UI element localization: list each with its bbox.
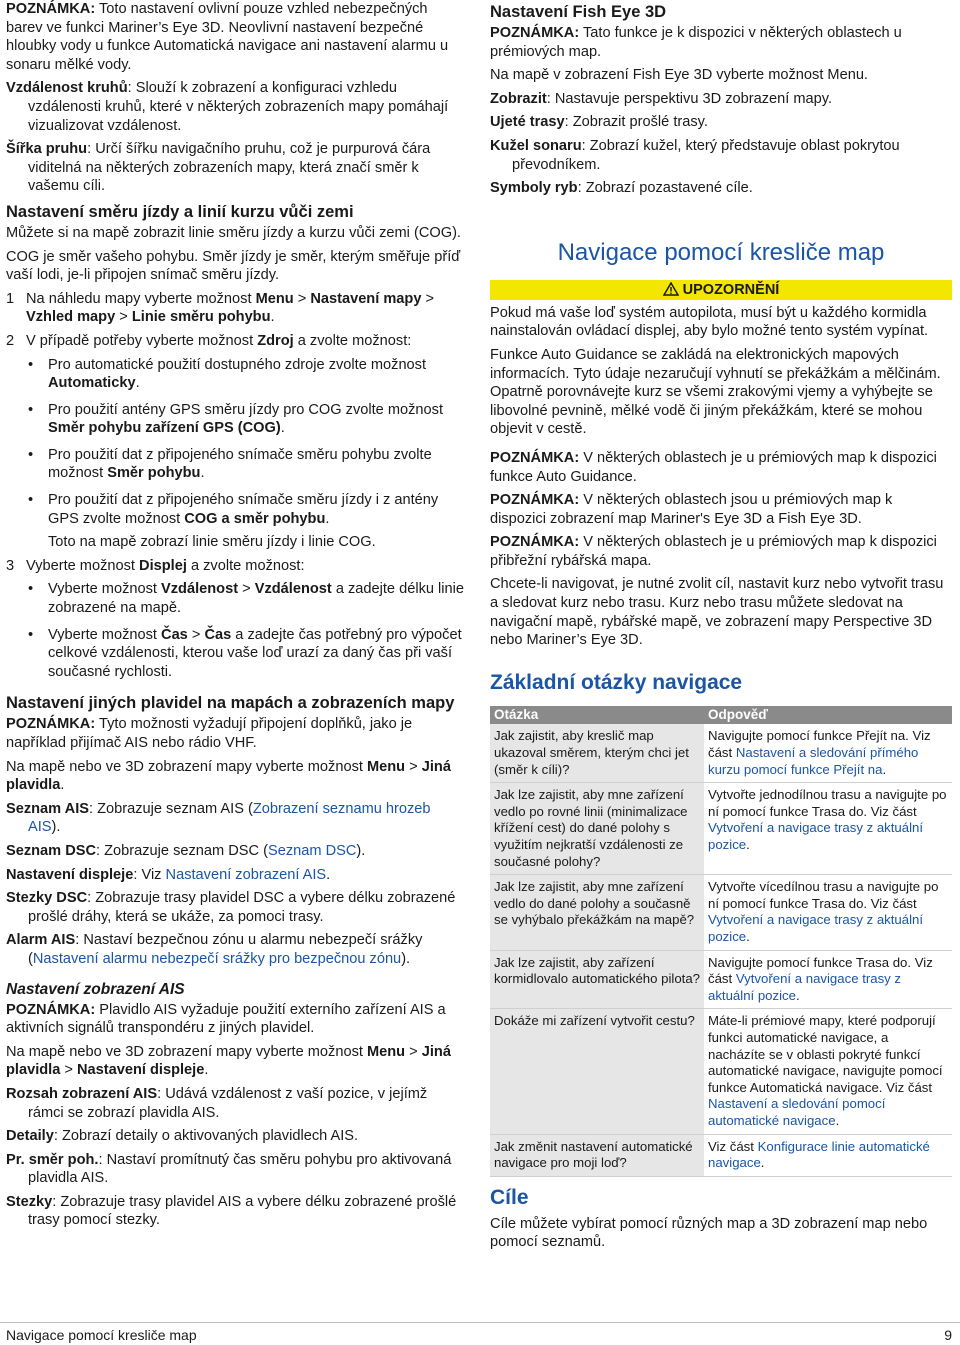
display-settings-item: Nastavení displeje: Viz Nastavení zobrazení AIS. — [6, 866, 331, 883]
heading-ais-display: Nastavení zobrazení AIS — [6, 980, 185, 998]
list-item: • Pro automatické použití dostupného zdroje zvolte možnost Automaticky. — [26, 356, 464, 393]
heading-basic-questions: Základní otázky navigace — [490, 670, 743, 694]
answer-link[interactable]: Konfigurace linie automatické navigace — [708, 1138, 930, 1171]
answer-cell: Vytvořte vícedílnou trasu a navigujte po ní pomocí funkce Trasa do. Viz část Vytvoření a navigace trasy z aktuální pozice. — [704, 875, 952, 950]
step-2: 2 V případě potřeby vyberte možnost Zdroj a zvolte možnost: — [6, 332, 412, 349]
note-auto-guidance: POZNÁMKA: V některých oblastech je u prémiových map k dispozici funkce Auto Guidance. — [490, 449, 937, 485]
answer-cell: Navigujte pomocí funkce Přejít na. Viz část Nastavení a sledování přímého kurzu pomocí funkce Přejít na. — [704, 724, 952, 782]
warning-bar: UPOZORNĚNÍ — [490, 280, 952, 300]
navigation-intro: Chcete-li navigovat, je nutné zvolit cíl, nastavit kurz nebo vytvořit trasu a sledovat kurz nebo trasu. Kurz nebo trasu můžete sledovat na navigační mapě, rybářské mapě, ve zobrazení mapy Perspective 3D nebo Mariner’s Eye 3D. — [490, 576, 944, 649]
ais-list-item: Seznam AIS: Zobrazuje seznam AIS (Zobrazení seznamu hrozeb AIS). — [6, 800, 431, 836]
question-cell: Jak lze zajistit, aby mne zařízení vedlo do dané polohy a současně se vyhýbalo překážkám na mapě? — [490, 875, 704, 950]
sonar-cone-item: Kužel sonaru: Zobrazí kužel, který představuje oblast pokrytou převodníkem. — [490, 137, 900, 173]
answer-cell: Viz část Konfigurace linie automatické navigace. — [704, 1134, 952, 1176]
column-header-answer: Odpověď — [704, 706, 952, 725]
heading-other-vessels: Nastavení jiných plavidel na mapách a zobrazeních mapy — [6, 694, 455, 713]
dsc-list-item: Seznam DSC: Zobrazuje seznam DSC (Seznam DSC). — [6, 842, 366, 859]
ais-display-settings-link[interactable]: Nastavení zobrazení AIS — [165, 866, 327, 883]
fish-eye-view-item: Zobrazit: Nastavuje perspektivu 3D zobrazení mapy. — [490, 90, 833, 107]
cog-intro: Můžete si na mapě zobrazit linie směru jízdy a kurzu vůči zemi (COG). — [6, 224, 461, 241]
menu-path-menu: Menu — [255, 290, 294, 307]
warning-triangle-icon — [663, 282, 679, 296]
answer-cell: Vytvořte jednodílnou trasu a navigujte po ní pomocí funkce Trasa do. Viz část Vytvoření a navigace trasy z aktuální pozice. — [704, 783, 952, 875]
fish-eye-tracks-item: Ujeté trasy: Zobrazit prošlé trasy. — [490, 114, 708, 131]
projected-heading-item: Pr. směr poh.: Nastaví promítnutý čas směru pohybu pro aktivovaná plavidla AIS. — [6, 1151, 452, 1187]
ais-range-item: Rozsah zobrazení AIS: Udává vzdálenost z vaší pozice, v jejímž rámci se zobrazí plavidla AIS. — [6, 1085, 428, 1121]
answer-cell: Navigujte pomocí funkce Trasa do. Viz část Vytvoření a navigace trasy z aktuální pozice. — [704, 950, 952, 1009]
page-footer — [0, 1322, 960, 1343]
heading-cog-lines: Nastavení směru jízdy a linií kurzu vůči zemi — [6, 202, 354, 221]
dsc-list-link[interactable]: Seznam DSC — [267, 842, 357, 859]
dsc-trails-item: Stezky DSC: Zobrazuje trasy plavidel DSC a vybere délku zobrazené prošlé dráhy, která se ukáže, za pomoci trasy. — [6, 890, 456, 925]
footer-chapter-title: Navigace pomocí kresliče map — [6, 1327, 197, 1343]
autopilot-warning: Pokud má vaše loď systém autopilota, musí být u každého kormidla nainstalován ovládací displej, aby bylo možné tento systém vypínat. — [490, 304, 929, 340]
list-item: • Pro použití dat z připojeného snímače směru jízdy i z antény GPS zvolte možnost COG a směr pohybu. — [26, 491, 464, 528]
list-item: • Vyberte možnost Čas > Čas a zadejte čas potřebný pro výpočet celkové vzdálenosti, kterou vaše loď urazí za daný čas při vaší současné rychlosti. — [26, 626, 464, 682]
right-column — [490, 0, 952, 1257]
note-ais-device: POZNÁMKA: Plavidlo AIS vyžaduje použití externího zařízení AIS a aktivních signálů transpondéru z jiných plavidel. — [6, 1001, 446, 1037]
table-row — [490, 783, 952, 875]
question-cell: Dokáže mi zařízení vytvořit cestu? — [490, 1009, 704, 1134]
heading-destinations: Cíle — [490, 1185, 529, 1209]
left-column — [6, 0, 464, 1235]
table-row — [490, 875, 952, 950]
auto-guidance-text: Funkce Auto Guidance se zakládá na elektronických mapových informacích. Tyto údaje nezaručují vyhnutí se překážkám a mělčinám. Opatrně porovnávejte kurz se všemi zrakovými vjemy a vyhýbejte se libovolné pevnině, mělké vodě či jiným překážkám, které se mohou objevit v cestě. — [490, 346, 941, 438]
list-item: • Pro použití dat z připojeného snímače směru pohybu zvolte možnost Směr pohybu. — [26, 446, 464, 483]
table-row — [490, 724, 952, 782]
note-fish-eye: POZNÁMKA: Tato funkce je k dispozici v některých oblastech u prémiových map. — [490, 25, 902, 60]
heading-fish-eye: Nastavení Fish Eye 3D — [490, 3, 667, 21]
ais-trails-item: Stezky: Zobrazuje trasy plavidel AIS a vybere délku zobrazené prošlé trasy pomocí stezky. — [6, 1193, 457, 1229]
ais-alarm-item: Alarm AIS: Nastaví bezpečnou zónu u alarmu nebezpečí srážky (Nastavení alarmu nebezpečí srážky pro bezpečnou zónu). — [6, 932, 423, 967]
table-row — [490, 1009, 952, 1134]
details-item: Detaily: Zobrazí detaily o aktivovaných plavidlech AIS. — [6, 1128, 359, 1145]
other-vessels-path: Na mapě nebo ve 3D zobrazení mapy vyberte možnost Menu > Jiná plavidla. — [6, 758, 451, 794]
ais-display-path: Na mapě nebo ve 3D zobrazení mapy vyberte možnost Menu > Jiná plavidla > Nastavení displeje. — [6, 1043, 451, 1079]
step-3: 3 Vyberte možnost Displej a zvolte možnost: — [6, 557, 305, 574]
answer-link[interactable]: Vytvoření a navigace trasy z aktuální pozice — [708, 820, 924, 852]
list-item: • Vyberte možnost Vzdálenost > Vzdálenost a zadejte délku linie zobrazené na mapě. — [26, 580, 464, 617]
list-item: • Pro použití antény GPS směru jízdy pro COG zvolte možnost Směr pohybu zařízení GPS (COG). — [26, 401, 464, 438]
table-row — [490, 1134, 952, 1176]
question-cell: Jak lze zajistit, aby mne zařízení vedlo po rovné linii (minimalizace křížení cest) do dané polohy s využitím nejkratší vzdálenosti ze současné polohy? — [490, 783, 704, 875]
ais-threat-list-link[interactable]: Zobrazení seznamu hrozeb AIS — [28, 800, 431, 836]
collision-alarm-link[interactable]: Nastavení alarmu nebezpečí srážky pro bezpečnou zónu — [32, 950, 402, 967]
column-header-question: Otázka — [490, 706, 704, 725]
lane-width-item: Šířka pruhu: Určí šířku navigačního pruhu, což je purpurová čára viditelná na některých zobrazeních mapy, která značí směr k vašemu cíli. — [6, 141, 431, 195]
cog-definition: COG je směr vašeho pohybu. Směr jízdy je směr, kterým směřuje příď vaší lodi, je-li připojen snímač směru jízdy. — [6, 248, 461, 284]
answer-link[interactable]: Vytvoření a navigace trasy z aktuální pozice — [708, 912, 924, 944]
source-options — [26, 356, 464, 529]
display-options — [26, 580, 464, 681]
table-header-row — [490, 706, 952, 725]
question-cell: Jak změnit nastavení automatické navigace pro moji loď? — [490, 1134, 704, 1176]
answer-link[interactable]: Vytvoření a navigace trasy z aktuální pozice — [708, 971, 902, 1003]
fish-symbols-item: Symboly ryb: Zobrazí pozastavené cíle. — [490, 180, 753, 197]
note-3d-views: POZNÁMKA: V některých oblastech jsou u prémiových map k dispozici zobrazení map Mariner's Eye 3D a Fish Eye 3D. — [490, 492, 893, 527]
range-rings-item: Vzdálenost kruhů: Slouží k zobrazení a konfiguraci vzhledu vzdálenosti kruhů, které v některých zobrazeních mapy pomáhají vizualizovat vzdálenost. — [6, 80, 449, 134]
question-cell: Jak lze zajistit, aby zařízení kormidlovalo automatického pilota? — [490, 950, 704, 1009]
cog-result-note: Toto na mapě zobrazí linie směru jízdy i linie COG. — [48, 534, 376, 551]
answer-link[interactable]: Nastavení a sledování pomocí automatické navigace — [708, 1096, 886, 1128]
answer-link[interactable]: Nastavení a sledování přímého kurzu pomocí funkce Přejít na — [708, 745, 919, 777]
question-cell: Jak zajistit, aby kreslič map ukazoval směrem, kterým chci jet (směr k cíli)? — [490, 724, 704, 782]
table-row — [490, 950, 952, 1009]
note-fishing-map: POZNÁMKA: V některých oblastech je u prémiových map k dispozici přibřežní rybářská mapa. — [490, 534, 937, 569]
page-number: 9 — [944, 1327, 952, 1343]
note-dangerous-colors: POZNÁMKA: Toto nastavení ovlivní pouze vzhled nebezpečných barev ve funkci Mariner’s Eye 3D. Neovlivní nastavení bezpečné hloubky vody u funkce Automatická navigace ani nastavení alarmu u sonaru mělké vody. — [6, 1, 449, 73]
fish-eye-intro: Na mapě v zobrazení Fish Eye 3D vyberte možnost Menu. — [490, 67, 868, 84]
answer-cell: Máte-li prémiové mapy, které podporují funkci automatické navigace, a nacházíte se v oblasti pokryté funkcí automatické navigace, navigujte pomocí funkce Automatická navigace. Viz část Nastavení a sledování pomocí automatické navigace. — [704, 1009, 952, 1134]
note-accessories: POZNÁMKA: Tyto možnosti vyžadují připojení doplňků, jako je například přijímač AIS nebo rádio VHF. — [6, 716, 413, 751]
step-1: 1 Na náhledu mapy vyberte možnost Menu > Nastavení mapy > Vzhled mapy > Linie směru pohybu. — [6, 290, 435, 326]
destinations-intro: Cíle můžete vybírat pomocí různých map a 3D zobrazení map nebo pomocí seznamů. — [490, 1215, 928, 1251]
navigation-qa-table — [490, 706, 952, 1177]
chapter-title: Navigace pomocí kresliče map — [557, 238, 885, 266]
